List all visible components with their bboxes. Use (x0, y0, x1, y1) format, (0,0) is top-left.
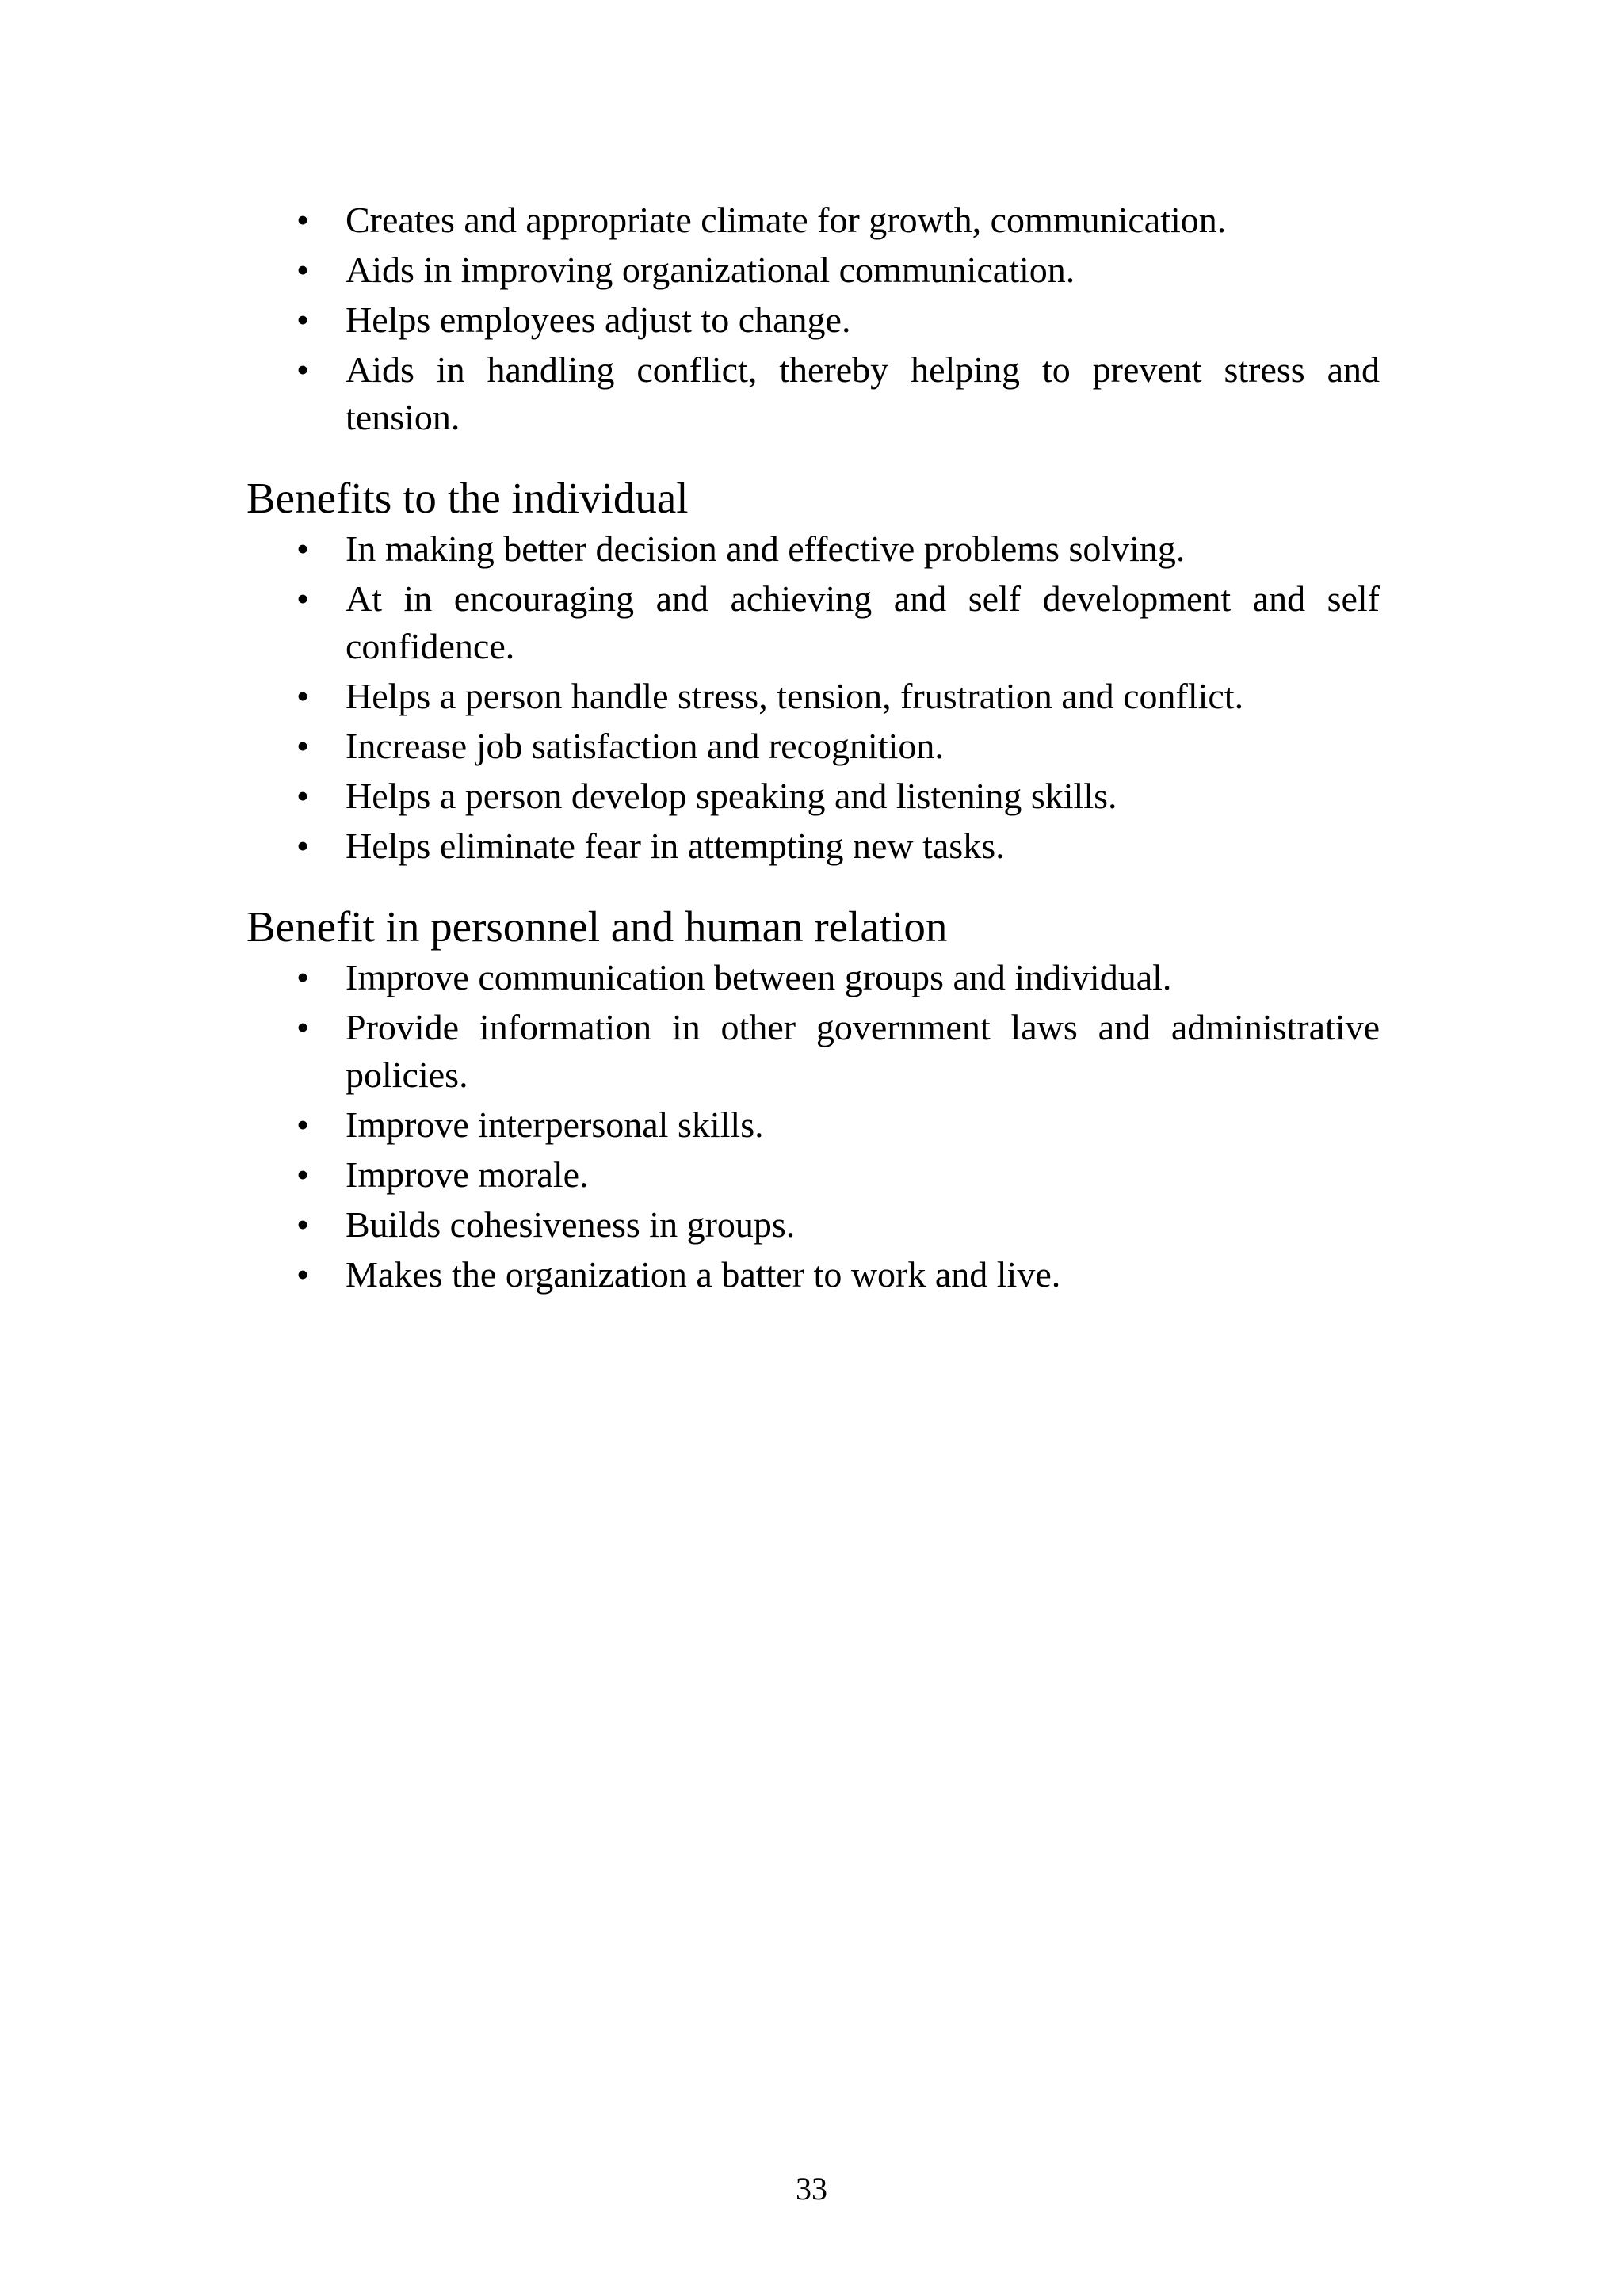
personnel-benefits-list (246, 954, 1380, 1299)
list-item-text: At in encouraging and achieving and self development and self confidence. (346, 578, 1380, 666)
individual-benefits-list (246, 525, 1380, 870)
list-item-text: Builds cohesiveness in groups. (346, 1204, 796, 1245)
list-item (246, 525, 1380, 573)
bullet-icon: • (296, 826, 310, 866)
list-item-text: Makes the organization a batter to work and live. (346, 1254, 1061, 1295)
list-item (246, 723, 1380, 770)
bullet-icon: • (296, 578, 310, 619)
bullet-icon: • (296, 349, 310, 390)
list-item (246, 822, 1380, 870)
list-item-text: Helps employees adjust to change. (346, 299, 851, 340)
list-item-text: Improve morale. (346, 1154, 589, 1195)
list-item (246, 246, 1380, 294)
list-item-text: Helps a person develop speaking and listening skills. (346, 776, 1117, 816)
list-item-text: Creates and appropriate climate for growth, communication. (346, 200, 1227, 240)
list-item (246, 772, 1380, 820)
list-item (246, 1004, 1380, 1099)
section-heading: Benefits to the individual (246, 474, 689, 522)
list-item-text: Improve interpersonal skills. (346, 1104, 764, 1145)
bullet-icon: • (296, 1154, 310, 1195)
bullet-icon: • (296, 528, 310, 569)
list-item-text: Increase job satisfaction and recognition. (346, 726, 944, 766)
bullet-icon: • (296, 726, 310, 766)
list-item (246, 196, 1380, 244)
bullet-icon: • (296, 1204, 310, 1245)
list-item-text: Aids in handling conflict, thereby helping to prevent stress and tension. (346, 349, 1380, 437)
bullet-icon: • (296, 1007, 310, 1047)
bullet-icon: • (296, 250, 310, 290)
list-item (246, 346, 1380, 441)
bullet-icon: • (296, 676, 310, 716)
bullet-icon: • (296, 200, 310, 240)
personnel-benefits-section (246, 902, 1380, 1299)
list-item-text: Aids in improving organizational communication. (346, 250, 1075, 290)
list-item (246, 296, 1380, 344)
list-item-text: Helps a person handle stress, tension, frustration and conflict. (346, 676, 1244, 716)
list-item (246, 1101, 1380, 1149)
page-content (246, 196, 1380, 1301)
list-item-text: Helps eliminate fear in attempting new tasks. (346, 826, 1005, 866)
list-item (246, 1201, 1380, 1249)
list-item (246, 954, 1380, 1001)
bullet-icon: • (296, 776, 310, 816)
bullet-icon: • (296, 957, 310, 997)
list-item (246, 1251, 1380, 1299)
list-item-text: Provide information in other government laws and administrative policies. (346, 1007, 1380, 1095)
page-number: 33 (796, 2171, 827, 2206)
list-item (246, 673, 1380, 720)
organization-benefits-list (246, 196, 1380, 441)
list-item-text: In making better decision and effective problems solving. (346, 528, 1186, 569)
list-item-text: Improve communication between groups and individual. (346, 957, 1172, 997)
list-item (246, 1151, 1380, 1199)
section-heading: Benefit in personnel and human relation (246, 902, 948, 951)
individual-benefits-section (246, 473, 1380, 870)
bullet-icon: • (296, 1104, 310, 1145)
bullet-icon: • (296, 299, 310, 340)
list-item (246, 575, 1380, 670)
bullet-icon: • (296, 1254, 310, 1295)
